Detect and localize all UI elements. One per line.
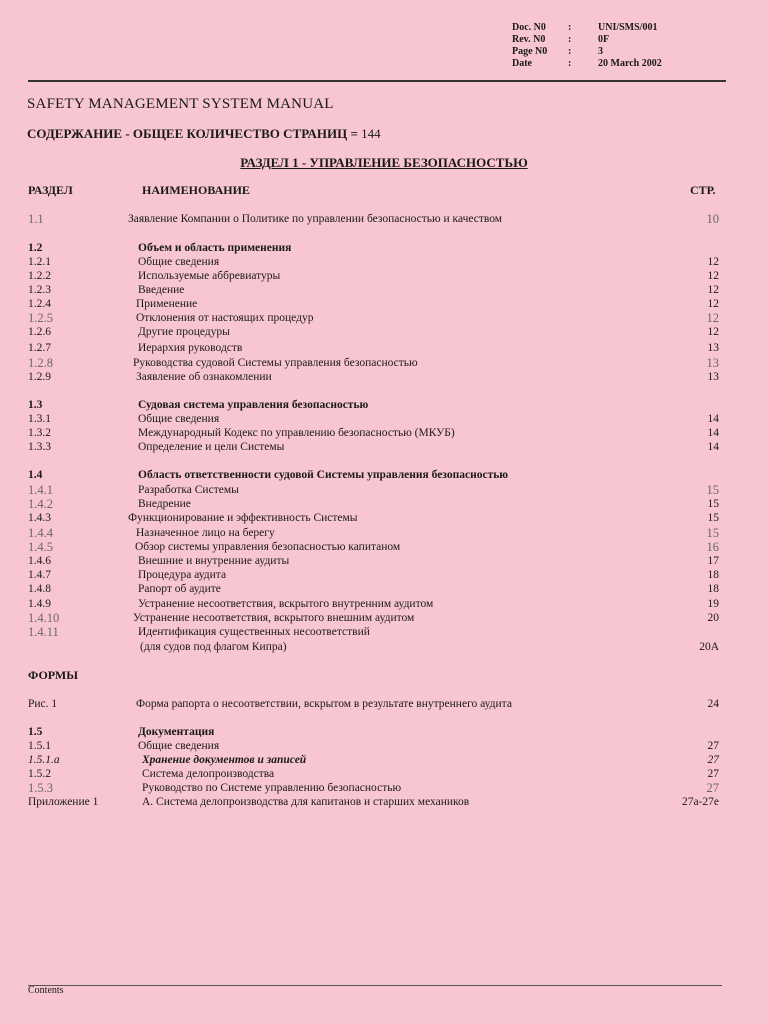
entry-number: 1.5.1	[28, 740, 51, 752]
header-key: Rev. N0	[512, 34, 546, 45]
entry-name: Система делопроизводства	[142, 768, 275, 780]
toc-entry	[28, 697, 724, 711]
header-colon: :	[568, 58, 572, 69]
entry-name: Руководства судовой Системы управления безопасностью	[133, 357, 418, 369]
entry-number: 1.2.3	[28, 284, 51, 296]
entry-number: 1.4.7	[28, 569, 51, 581]
entry-name: Устранение несоответствия, вскрытого внутренним аудитом	[138, 598, 434, 610]
entry-number: 1.5.2	[28, 768, 51, 780]
toc-entry	[28, 568, 724, 582]
entry-number: 1.4	[28, 469, 43, 481]
entry-name: Обзор системы управления безопасностью капитаном	[135, 541, 401, 553]
entry-number: 1.4.3	[28, 512, 51, 524]
toc-entry	[28, 398, 724, 412]
section-title	[0, 155, 768, 171]
toc-entry	[28, 640, 724, 654]
entry-name: Назначенное лицо на берегу	[136, 527, 275, 539]
entry-page: 19	[707, 598, 719, 610]
toc-entry	[28, 526, 724, 540]
entry-page: 27	[707, 768, 719, 780]
toc-entry	[28, 554, 724, 568]
entry-name: А. Система делопроизводства для капитанов и старших механиков	[142, 796, 470, 808]
toc-entry	[28, 767, 724, 781]
entry-page: 15	[707, 498, 719, 510]
toc-entry	[28, 725, 724, 739]
entry-number: 1.2.4	[28, 298, 51, 310]
toc-total-label: СОДЕРЖАНИЕ - ОБЩЕЕ КОЛИЧЕСТВО СТРАНИЦ =	[27, 126, 358, 141]
entry-name: Руководство по Системе управлению безопасностью	[142, 782, 402, 794]
entry-number: 1.4.11	[28, 625, 59, 639]
entry-page: 20A	[699, 641, 719, 653]
entry-number: 1.2.8	[28, 356, 53, 370]
entry-name: Международный Кодекс по управлению безопасностью (МКУБ)	[138, 427, 455, 439]
entry-page: 13	[707, 371, 719, 383]
entry-name: Документация	[138, 726, 215, 738]
entry-name: Процедура аудита	[138, 569, 227, 581]
entry-name: Используемые аббревиатуры	[138, 270, 281, 282]
toc-entry	[28, 582, 724, 596]
entry-name: Другие процедуры	[138, 326, 230, 338]
toc-entry	[28, 283, 724, 297]
entry-number: 1.4.1	[28, 483, 53, 497]
entry-name: Функционирование и эффективность Системы	[128, 512, 358, 524]
toc-entry	[28, 341, 724, 355]
entry-number: 1.2.6	[28, 326, 51, 338]
entry-page: 12	[707, 298, 719, 310]
entry-page: 17	[707, 555, 719, 567]
toc-entry	[28, 753, 724, 767]
toc-entry	[28, 468, 724, 482]
toc-entry	[28, 356, 724, 370]
entry-page: 12	[707, 256, 719, 268]
entry-number: 1.2	[28, 242, 43, 254]
entry-name: Рапорт об аудите	[138, 583, 221, 595]
toc-entry	[28, 255, 724, 269]
entry-name: Внешние и внутренние аудиты	[138, 555, 290, 567]
entry-page: 14	[707, 413, 719, 425]
entry-name: Внедрение	[138, 498, 191, 510]
toc-entry	[28, 497, 724, 511]
entry-page: 27	[707, 740, 719, 752]
forms-heading: ФОРМЫ	[28, 668, 78, 682]
column-header-section: РАЗДЕЛ	[28, 183, 73, 197]
entry-number: 1.5.1.a	[28, 754, 60, 766]
entry-number: 1.2.5	[28, 311, 53, 325]
header-row-page	[512, 46, 708, 58]
header-colon: :	[568, 22, 572, 33]
header-colon: :	[568, 34, 572, 45]
section-title-text: РАЗДЕЛ 1 - УПРАВЛЕНИЕ БЕЗОПАСНОСТЬЮ	[240, 155, 528, 170]
toc-entry	[28, 625, 724, 639]
entry-page: 14	[707, 427, 719, 439]
entry-page: 27	[706, 781, 719, 795]
entry-number: 1.4.4	[28, 526, 53, 540]
entry-number: 1.5.3	[28, 781, 53, 795]
entry-page: 15	[707, 512, 719, 524]
header-value: 3	[598, 46, 603, 57]
entry-number: 1.4.6	[28, 555, 51, 567]
toc-entry	[28, 370, 724, 384]
entry-page: 20	[707, 612, 719, 624]
toc-total-value: 144	[361, 126, 381, 141]
entry-number: 1.3.3	[28, 441, 51, 453]
toc-entry	[28, 511, 724, 525]
entry-name: Объем и область применения	[138, 242, 292, 254]
toc-entry	[28, 440, 724, 454]
entry-name: Отклонения от настоящих процедур	[136, 312, 314, 324]
entry-number: 1.3	[28, 399, 43, 411]
entry-page: 12	[707, 326, 719, 338]
header-key: Page N0	[512, 46, 548, 57]
entry-name: Введение	[138, 284, 185, 296]
toc-entry	[28, 739, 724, 753]
entry-page: 15	[706, 526, 719, 540]
entry-page: 24	[707, 698, 719, 710]
entry-page: 18	[707, 583, 719, 595]
entry-page: 15	[706, 483, 719, 497]
entry-name: Идентификация существенных несоответствий	[138, 626, 370, 638]
entry-page: 18	[707, 569, 719, 581]
entry-name: Разработка Системы	[138, 484, 239, 496]
entry-page: 27a-27e	[681, 796, 719, 808]
entry-number: 1.2.9	[28, 371, 51, 383]
entry-number: Приложение 1	[28, 796, 99, 808]
entry-number: 1.4.8	[28, 583, 51, 595]
toc-entry	[28, 269, 724, 283]
toc-entry	[28, 781, 724, 795]
entry-page: 12	[706, 311, 719, 325]
toc-entry	[28, 483, 724, 497]
entry-number: 1.4.10	[28, 611, 60, 625]
manual-title: SAFETY MANAGEMENT SYSTEM MANUAL	[27, 96, 334, 112]
header-row-rev	[512, 34, 708, 46]
toc-entry	[28, 540, 724, 554]
entry-page: 10	[706, 212, 719, 226]
entry-name: Иерархия руководств	[138, 342, 243, 354]
entry-number: 1.5	[28, 726, 43, 738]
entry-page: 14	[707, 441, 719, 453]
entry-name: Общие сведения	[138, 740, 220, 752]
entry-number: 1.2.1	[28, 256, 51, 268]
toc-entry	[28, 241, 724, 255]
entry-name: Заявление об ознакомлении	[136, 371, 272, 383]
column-header-name: НАИМЕНОВАНИЕ	[142, 183, 250, 197]
entry-name: Заявление Компании о Политике по управлении безопасностью и качеством	[128, 213, 503, 225]
entry-name: Хранение документов и записей	[142, 754, 307, 766]
entry-name: Определение и цели Системы	[138, 441, 285, 453]
entry-number: 1.2.2	[28, 270, 51, 282]
entry-name: Устранение несоответствия, вскрытого внешним аудитом	[133, 612, 415, 624]
header-value: UNI/SMS/001	[598, 22, 658, 33]
entry-page: 12	[707, 270, 719, 282]
entry-number: 1.4.2	[28, 497, 53, 511]
entry-page: 16	[706, 540, 719, 554]
toc-total	[27, 126, 381, 142]
entry-page: 12	[707, 284, 719, 296]
toc-entry	[28, 325, 724, 339]
toc-entry	[28, 297, 724, 311]
entry-number: Рис. 1	[28, 698, 58, 710]
header-divider	[28, 80, 726, 82]
toc-entry	[28, 597, 724, 611]
header-value: 20 March 2002	[598, 58, 662, 69]
entry-number: 1.4.9	[28, 598, 51, 610]
entry-name: Область ответственности судовой Системы управления безопасностью	[138, 469, 509, 481]
entry-page: 27	[707, 754, 719, 766]
toc-entry	[28, 426, 724, 440]
entry-page: 13	[707, 342, 719, 354]
header-colon: :	[568, 46, 572, 57]
header-row-doc	[512, 22, 708, 34]
entry-name: Судовая система управления безопасностью	[138, 399, 369, 411]
entry-name: Общие сведения	[138, 256, 220, 268]
footer-divider	[28, 985, 722, 986]
entry-number: 1.3.1	[28, 413, 51, 425]
footer-label: Contents	[28, 985, 64, 996]
entry-name: Форма рапорта о несоответствии, вскрытом в результате внутреннего аудита	[136, 698, 512, 710]
entry-name: Общие сведения	[138, 413, 220, 425]
column-header-page: СТР.	[690, 183, 716, 197]
document-header	[512, 22, 708, 70]
entry-name: (для судов под флагом Кипра)	[140, 641, 287, 653]
entry-number: 1.2.7	[28, 342, 51, 354]
toc-entry	[28, 795, 724, 809]
header-key: Doc. N0	[512, 22, 546, 33]
header-value: 0F	[598, 34, 610, 45]
toc-entry	[28, 212, 724, 226]
entry-page: 13	[706, 356, 719, 370]
header-key: Date	[512, 58, 532, 69]
header-row-date	[512, 58, 708, 70]
entry-number: 1.4.5	[28, 540, 53, 554]
entry-number: 1.3.2	[28, 427, 51, 439]
toc-entry	[28, 611, 724, 625]
toc-entry	[28, 311, 724, 325]
entry-name: Применение	[136, 298, 198, 310]
toc-entry	[28, 412, 724, 426]
entry-number: 1.1	[28, 212, 44, 226]
